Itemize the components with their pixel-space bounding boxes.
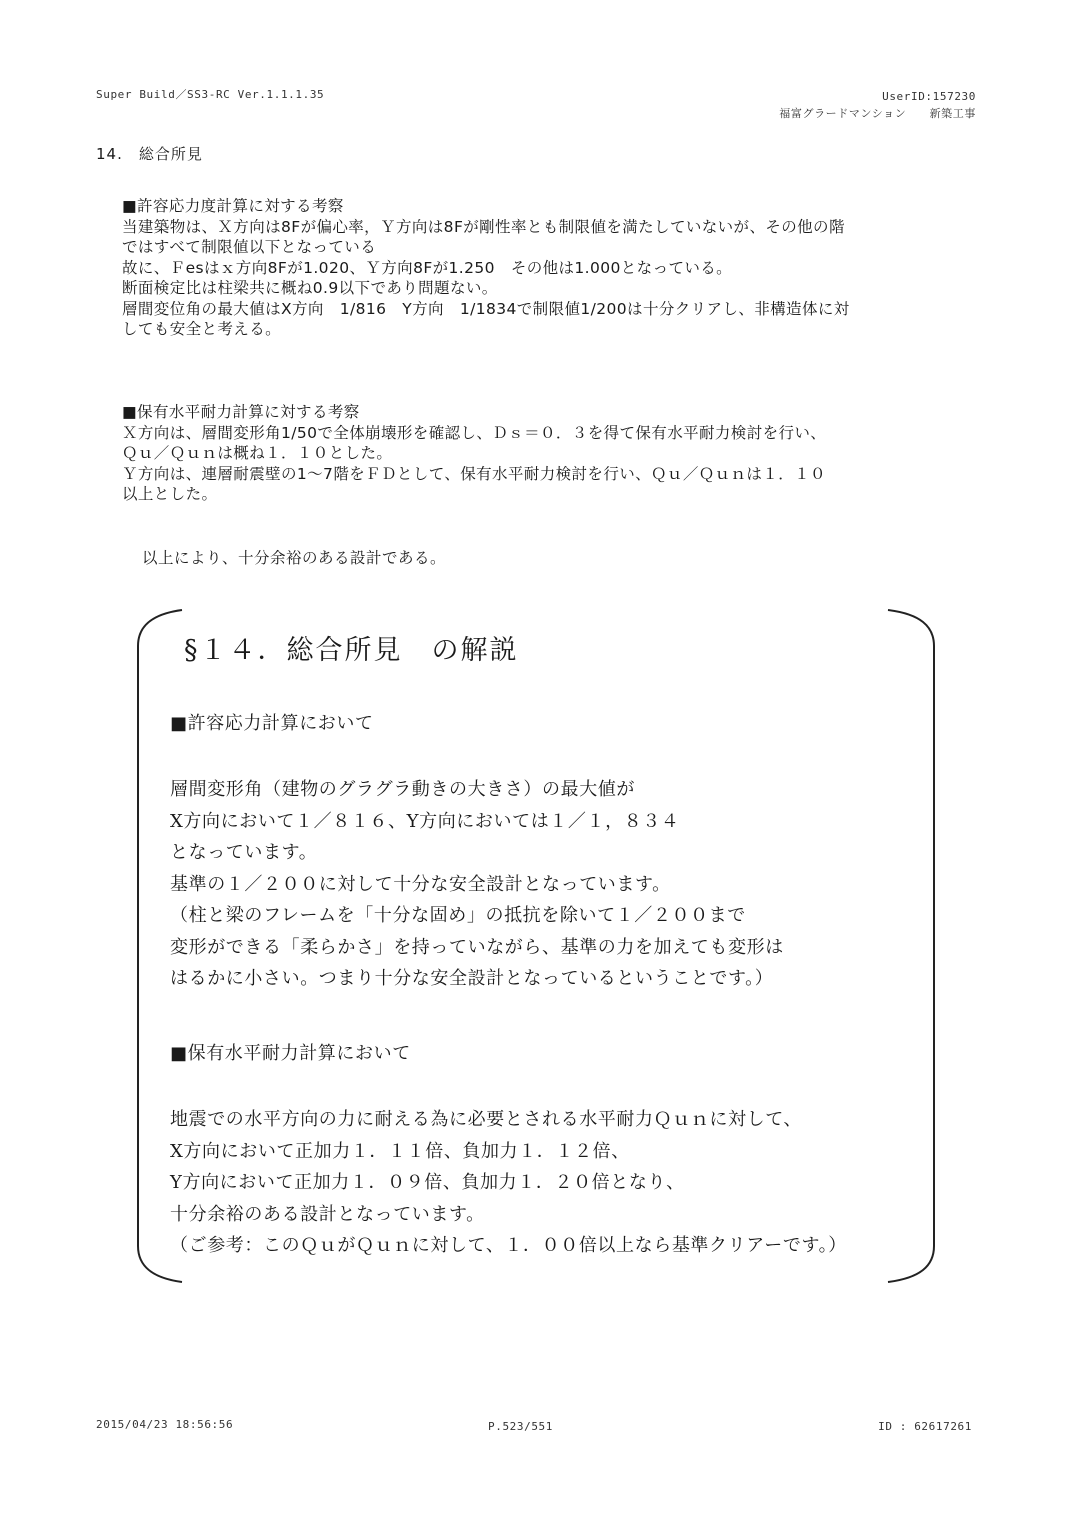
commentary-allowable-line: （柱と梁のフレームを「十分な固め」の抵抗を除いて１／２００まで: [170, 905, 746, 926]
commentary-ultimate-body: [170, 1104, 910, 1262]
user-id: UserID:157230: [882, 90, 976, 103]
commentary-ultimate-line: 十分余裕のある設計となっています。: [170, 1203, 485, 1225]
document-id: ID : 62617261: [878, 1420, 972, 1433]
allowable-line: 当建築物は、Ｘ方向は8Fが偏心率，Ｙ方向は8Fが剛性率とも制限値を満たしていないが、その他の階: [122, 217, 845, 236]
commentary-allowable-body: [170, 774, 910, 995]
ultimate-line: Ｑｕ／Ｑｕｎは概ね１．１０とした。: [122, 444, 393, 462]
commentary-ultimate-line: 地震での水平方向の力に耐える為に必要とされる水平耐力Ｑｕｎに対して、: [170, 1109, 803, 1130]
commentary-ultimate-line: X方向において正加力１．１１倍、負加力１．１２倍、: [170, 1140, 630, 1162]
commentary-ultimate-line: （ご参考：このＱｕがＱｕｎに対して、１．００倍以上なら基準クリアーです。）: [170, 1235, 847, 1256]
allowable-line: 断面検定比は柱梁共に概ね0.9以下であり問題ない。: [122, 279, 498, 297]
commentary-allowable-line: 変形ができる「柔らかさ」を持っていながら、基準の力を加えても変形は: [170, 936, 784, 958]
commentary-allowable-line: 基準の１／２００に対して十分な安全設計となっています。: [170, 873, 671, 895]
allowable-line: しても安全と考える。: [122, 320, 282, 338]
commentary-ultimate-line: Y方向において正加力１．０９倍、負加力１．２０倍となり、: [170, 1172, 685, 1193]
commentary-box: [132, 606, 940, 1286]
allowable-stress-section: [122, 196, 982, 340]
commentary-allowable-heading-wrap: [170, 708, 910, 740]
project-name: 福富グラードマンション 新築工事: [779, 107, 976, 120]
commentary-ultimate-heading-wrap: [170, 1038, 910, 1070]
ultimate-line: 以上とした。: [122, 485, 218, 503]
ultimate-line: Ｙ方向は、連層耐震壁の1～7階をＦＤとして、保有水平耐力検討を行い、Ｑｕ／Ｑｕｎは１．１０: [122, 464, 826, 483]
ultimate-line: Ｘ方向は、層間変形角1/50で全体崩壊形を確認し、Ｄｓ＝０．３を得て保有水平耐力検討を行い、: [122, 423, 827, 442]
allowable-line: 層間変位角の最大値はX方向 1/816 Y方向 1/1834で制限値1/200は十分クリアし、非構造体に対: [122, 299, 850, 318]
commentary-allowable-line: となっています。: [170, 842, 318, 863]
commentary-allowable-line: X方向において１／８１６、Y方向においては１／１，８３４: [170, 810, 680, 832]
software-version: Super Build／SS3-RC Ver.1.1.1.35: [96, 88, 325, 101]
header-right: [779, 88, 976, 122]
allowable-line: 故に、Ｆesはｘ方向8Fが1.020、Ｙ方向8Fが1.250 その他は1.000となっている。: [122, 258, 733, 277]
print-timestamp: 2015/04/23 18:56:56: [96, 1418, 234, 1431]
commentary-allowable-line: はるかに小さい。つまり十分な安全設計となっているということです。）: [170, 968, 774, 989]
allowable-stress-heading: ■許容応力度計算に対する考察: [122, 197, 344, 215]
ultimate-strength-section: [122, 402, 982, 505]
commentary-title: §１４．総合所見 の解説: [184, 635, 519, 666]
commentary-allowable-heading: ■許容応力計算において: [170, 713, 374, 734]
commentary-ultimate-heading: ■保有水平耐力計算において: [170, 1043, 411, 1064]
ultimate-strength-heading: ■保有水平耐力計算に対する考察: [122, 403, 360, 421]
commentary-allowable-line: 層間変形角（建物のグラグラ動きの大きさ）の最大値が: [170, 779, 635, 800]
allowable-line: ではすべて制限値以下となっている: [122, 238, 377, 256]
page-number: P.523/551: [488, 1420, 554, 1433]
section-title: 14. 総合所見: [96, 145, 203, 163]
conclusion: 以上により、十分余裕のある設計である。: [142, 549, 447, 567]
